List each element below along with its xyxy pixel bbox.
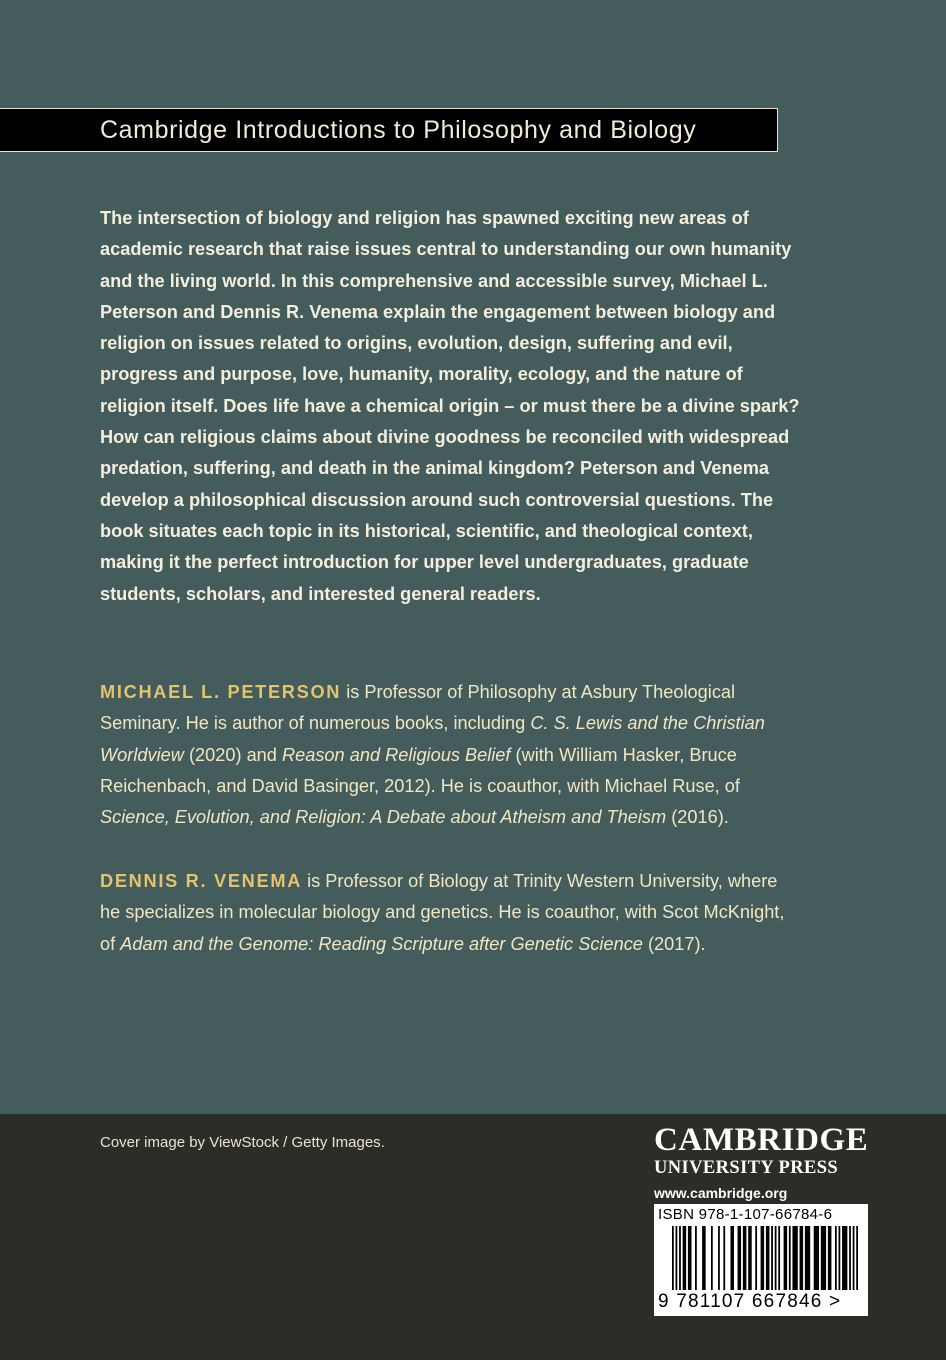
barcode-bar [743,1226,747,1290]
book-blurb: The intersection of biology and religion has spawned exciting new areas of academic research that raise issues central to understanding our own humanity and the living world. In this comprehensive and accessible survey, Michael L. Peterson and Dennis R. Venema explain the engagement between biology and religion on issues related to origins, evolution, design, suffering and evil, progress and purpose, love, humanity, morality, ecology, and the nature of religion itself. Does life have a chemical origin – or must there be a divine spark? How can religious claims about divine goodness be reconciled with widespread predation, suffering, and death in the animal kingdom? Peterson and Venema develop a philosophical discussion around such controversial questions. The book situates each topic in its historical, scientific, and theological context, making it the perfect introduction for upper level undergraduates, graduate students, scholars, and interested general readers. [100,208,800,604]
series-banner [0,108,778,152]
book-title: C. S. Lewis and the Christian Worldview [100,713,765,765]
barcode-bar [688,1226,692,1290]
barcode-bar [856,1226,858,1290]
barcode-bar [718,1226,720,1290]
barcode-bar [676,1226,678,1290]
barcode-bar [789,1226,791,1290]
barcode-bar [814,1226,819,1290]
barcode-bar [835,1226,837,1290]
author-bio-peterson [100,677,800,833]
barcode-bar [702,1226,706,1290]
barcode-bar [800,1226,804,1290]
bio-text: (2016). [666,807,729,828]
barcode-bar [839,1226,841,1290]
book-title: Science, Evolution, and Religion: A Debate about Atheism and Theism [100,807,667,828]
barcode-bar [853,1226,855,1290]
series-title: Cambridge Introductions to Philosophy and Biology [100,116,697,144]
barcode-bar [683,1226,687,1290]
barcode-bar [792,1226,797,1290]
barcode-bar [805,1226,810,1290]
author-bio-venema [100,866,800,960]
cover-image-credit: Cover image by ViewStock / Getty Images. [100,1134,385,1151]
barcode-bar [775,1226,777,1290]
isbn-barcode-box [654,1204,868,1316]
publisher-url: www.cambridge.org [654,1185,788,1201]
barcode-bar [730,1226,734,1290]
author-name-peterson: MICHAEL L. PETERSON [100,682,342,702]
publisher-logo [654,1122,868,1201]
barcode-bar [828,1226,832,1290]
bio-text: (2020) and [183,744,282,765]
barcode-bar [695,1226,697,1290]
barcode-digits: 9 781107 667846 > [658,1291,842,1312]
author-name-venema: DENNIS R. VENEMA [100,871,303,891]
barcode-bar [849,1226,851,1290]
barcode-bar [766,1226,770,1290]
barcode-bar [755,1226,757,1290]
barcode-bar [761,1226,765,1290]
barcode-bar [679,1226,681,1290]
barcode-bar [723,1226,725,1290]
barcode-icon [670,1226,860,1292]
bio-text: (with William Hasker, Bruce Reichenbach, and David Basinger, 2012). He is coauthor, with Michael Ruse, of [100,744,740,796]
barcode-bar [778,1226,780,1290]
footer-band [0,1114,946,1360]
publisher-name: CAMBRIDGE [654,1122,869,1158]
barcode-bar [821,1226,826,1290]
barcode-bar [842,1226,847,1290]
barcode-bar [711,1226,713,1290]
isbn-label: ISBN 978-1-107-66784-6 [658,1206,833,1223]
publisher-press: UNIVERSITY PRESS [654,1158,839,1178]
book-title: Adam and the Genome: Reading Scripture after Genetic Science [120,933,643,954]
bio-text: (2017). [642,933,706,954]
barcode-bar [771,1226,773,1290]
barcode-bar [672,1226,674,1290]
barcode-bar [748,1226,752,1290]
book-title: Reason and Religious Belief [281,744,511,765]
bio-text: is Professor of Philosophy at Asbury Theological Seminary. He is author of numerous books, including [100,682,736,734]
bio-text: is Professor of Biology at Trinity Western University, where he specializes in molecular biology and genetics. He is coauthor, with Scot McKnight, of [100,871,785,954]
barcode-bar [784,1226,788,1290]
barcode-bar [738,1226,742,1290]
